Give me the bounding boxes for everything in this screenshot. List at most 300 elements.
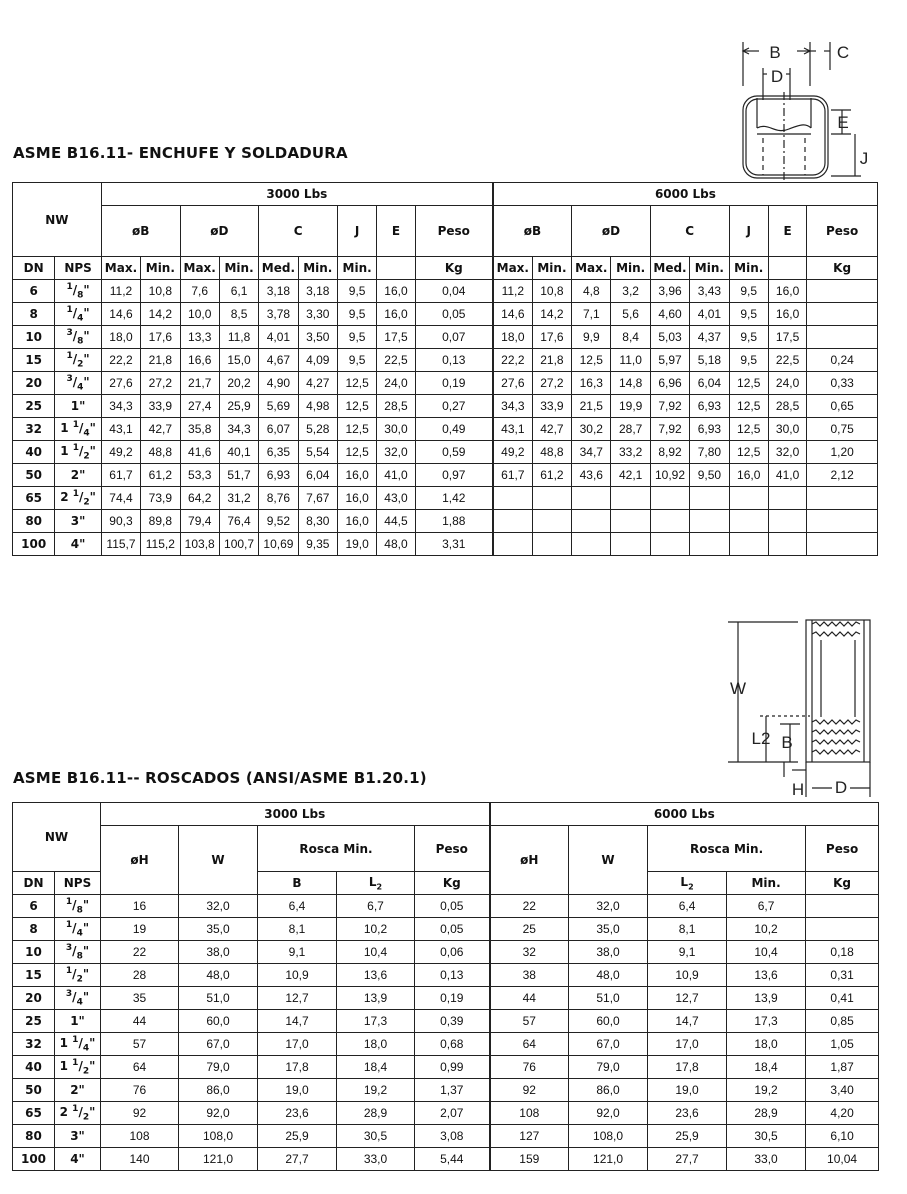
value-cell: 3,18 xyxy=(259,280,298,303)
value-cell: 13,3 xyxy=(180,326,219,349)
value-cell: 19,0 xyxy=(648,1079,727,1102)
value-cell: 22,5 xyxy=(377,349,415,372)
value-cell: 6,35 xyxy=(259,441,298,464)
dn-cell: 100 xyxy=(13,533,55,556)
value-cell: 22 xyxy=(101,941,179,964)
value-cell: 127 xyxy=(490,1125,569,1148)
value-cell: 3,96 xyxy=(650,280,689,303)
value-cell xyxy=(690,510,729,533)
value-cell: 42,7 xyxy=(141,418,180,441)
subheader-cell: $L_2$ xyxy=(648,872,727,895)
value-cell: 21,5 xyxy=(572,395,611,418)
value-cell: 44 xyxy=(490,987,569,1010)
nps-cell: $^3/_4$" xyxy=(55,987,101,1010)
value-cell: 17,6 xyxy=(532,326,571,349)
value-cell: 22,2 xyxy=(101,349,140,372)
subheader-cell: Kg xyxy=(806,872,879,895)
value-cell: 9,52 xyxy=(259,510,298,533)
value-cell: 89,8 xyxy=(141,510,180,533)
value-cell: 13,9 xyxy=(337,987,415,1010)
value-cell xyxy=(650,510,689,533)
dn-cell: 40 xyxy=(13,1056,55,1079)
value-cell xyxy=(690,533,729,556)
label-l2: L2 xyxy=(751,729,771,748)
value-cell: 1,42 xyxy=(415,487,493,510)
value-cell: 79,4 xyxy=(180,510,219,533)
value-cell: 42,7 xyxy=(532,418,571,441)
value-cell: 6,4 xyxy=(648,895,727,918)
col-peso-header: Peso xyxy=(415,826,490,872)
value-cell: 9,9 xyxy=(572,326,611,349)
nps-cell: $^1/_4$" xyxy=(55,303,101,326)
label-d: D xyxy=(770,67,784,86)
value-cell: 4,27 xyxy=(298,372,337,395)
dn-cell: 15 xyxy=(13,349,55,372)
col-b-header: øB xyxy=(493,206,572,257)
dn-cell: 80 xyxy=(13,510,55,533)
table-row xyxy=(13,1148,879,1171)
value-cell: 17,8 xyxy=(648,1056,727,1079)
nps-cell: $^3/_8$" xyxy=(55,941,101,964)
col-e-header: E xyxy=(377,206,415,257)
value-cell: 0,13 xyxy=(415,964,490,987)
value-cell: 10,8 xyxy=(532,280,571,303)
dn-cell: 50 xyxy=(13,464,55,487)
value-cell xyxy=(807,510,878,533)
nps-cell: 2 $^1/_2$" xyxy=(55,1102,101,1125)
value-cell: 12,5 xyxy=(729,418,768,441)
value-cell: 0,59 xyxy=(415,441,493,464)
value-cell: 43,6 xyxy=(572,464,611,487)
value-cell: 10,9 xyxy=(648,964,727,987)
value-cell: 7,80 xyxy=(690,441,729,464)
value-cell: 4,60 xyxy=(650,303,689,326)
value-cell: 8,30 xyxy=(298,510,337,533)
nps-cell: $^1/_4$" xyxy=(55,918,101,941)
value-cell: 19,2 xyxy=(337,1079,415,1102)
value-cell: 14,2 xyxy=(532,303,571,326)
value-cell: 9,5 xyxy=(729,303,768,326)
value-cell: 12,5 xyxy=(729,395,768,418)
value-cell: 6,04 xyxy=(690,372,729,395)
value-cell: 1,87 xyxy=(806,1056,879,1079)
value-cell: 0,31 xyxy=(806,964,879,987)
value-cell: 25 xyxy=(490,918,569,941)
value-cell: 16,0 xyxy=(729,464,768,487)
value-cell: 64 xyxy=(101,1056,179,1079)
value-cell: 48,8 xyxy=(532,441,571,464)
nps-cell: $^3/_8$" xyxy=(55,326,101,349)
subheader-cell: Med. xyxy=(650,257,689,280)
value-cell: 28,5 xyxy=(377,395,415,418)
value-cell: 33,0 xyxy=(727,1148,806,1171)
value-cell: 40,1 xyxy=(219,441,258,464)
subheader-cell: Min. xyxy=(611,257,650,280)
value-cell: 86,0 xyxy=(179,1079,258,1102)
value-cell xyxy=(493,533,532,556)
col-d-header: øD xyxy=(180,206,259,257)
value-cell: 5,28 xyxy=(298,418,337,441)
nw-header: NW xyxy=(13,803,101,872)
subheader-cell: $L_2$ xyxy=(337,872,415,895)
value-cell: 0,49 xyxy=(415,418,493,441)
value-cell: 9,5 xyxy=(337,349,376,372)
dn-cell: 100 xyxy=(13,1148,55,1171)
value-cell: 0,05 xyxy=(415,895,490,918)
value-cell: 38 xyxy=(490,964,569,987)
value-cell: 12,5 xyxy=(572,349,611,372)
table2-title: ASME B16.11-- ROSCADOS (ANSI/ASME B1.20.1) xyxy=(13,769,427,787)
value-cell: 16,6 xyxy=(180,349,219,372)
value-cell: 21,8 xyxy=(141,349,180,372)
subheader-row xyxy=(13,257,878,280)
value-cell: 13,9 xyxy=(727,987,806,1010)
value-cell: 79,0 xyxy=(569,1056,648,1079)
value-cell: 43,0 xyxy=(377,487,415,510)
value-cell: 4,20 xyxy=(806,1102,879,1125)
value-cell: 76 xyxy=(490,1056,569,1079)
value-cell: 6,1 xyxy=(219,280,258,303)
value-cell: 6,7 xyxy=(337,895,415,918)
col-w-header: W xyxy=(179,826,258,895)
value-cell: 43,1 xyxy=(101,418,140,441)
value-cell: 8,76 xyxy=(259,487,298,510)
value-cell: 16,0 xyxy=(377,280,415,303)
value-cell: 86,0 xyxy=(569,1079,648,1102)
value-cell: 74,4 xyxy=(101,487,140,510)
value-cell: 16 xyxy=(101,895,179,918)
value-cell: 7,92 xyxy=(650,395,689,418)
col-d-header: øD xyxy=(572,206,651,257)
dn-cell: 25 xyxy=(13,1010,55,1033)
value-cell: 3,08 xyxy=(415,1125,490,1148)
value-cell: 35,0 xyxy=(179,918,258,941)
value-cell: 25,9 xyxy=(648,1125,727,1148)
value-cell: 48,0 xyxy=(377,533,415,556)
value-cell: 0,04 xyxy=(415,280,493,303)
value-cell: 0,24 xyxy=(807,349,878,372)
value-cell: 17,6 xyxy=(141,326,180,349)
label-w: W xyxy=(729,679,747,698)
value-cell: 64 xyxy=(490,1033,569,1056)
value-cell: 6,7 xyxy=(727,895,806,918)
value-cell: 9,1 xyxy=(258,941,337,964)
dn-cell: 20 xyxy=(13,372,55,395)
value-cell: 9,5 xyxy=(729,326,768,349)
dn-cell: 6 xyxy=(13,280,55,303)
value-cell: 3,30 xyxy=(298,303,337,326)
value-cell: 27,4 xyxy=(180,395,219,418)
value-cell: 15,0 xyxy=(219,349,258,372)
value-cell: 9,5 xyxy=(729,280,768,303)
value-cell xyxy=(807,326,878,349)
value-cell xyxy=(729,487,768,510)
value-cell: 115,2 xyxy=(141,533,180,556)
value-cell: 16,0 xyxy=(768,303,806,326)
value-cell: 57 xyxy=(490,1010,569,1033)
value-cell: 16,3 xyxy=(572,372,611,395)
dn-cell: 40 xyxy=(13,441,55,464)
value-cell: 0,97 xyxy=(415,464,493,487)
value-cell: 1,05 xyxy=(806,1033,879,1056)
value-cell xyxy=(650,533,689,556)
value-cell: 11,2 xyxy=(493,280,532,303)
value-cell: 21,8 xyxy=(532,349,571,372)
value-cell: 9,50 xyxy=(690,464,729,487)
value-cell: 7,6 xyxy=(180,280,219,303)
value-cell: 38,0 xyxy=(569,941,648,964)
table-row xyxy=(13,1010,879,1033)
value-cell: 21,7 xyxy=(180,372,219,395)
dn-cell: 10 xyxy=(13,941,55,964)
value-cell: 48,0 xyxy=(569,964,648,987)
value-cell: 10,4 xyxy=(337,941,415,964)
value-cell: 3,18 xyxy=(298,280,337,303)
value-cell: 12,5 xyxy=(729,441,768,464)
value-cell xyxy=(807,487,878,510)
value-cell: 0,13 xyxy=(415,349,493,372)
value-cell: 92,0 xyxy=(569,1102,648,1125)
value-cell: 28,9 xyxy=(337,1102,415,1125)
group-6000-header: 6000 Lbs xyxy=(490,803,879,826)
value-cell: 100,7 xyxy=(219,533,258,556)
value-cell: 1,37 xyxy=(415,1079,490,1102)
value-cell: 4,98 xyxy=(298,395,337,418)
value-cell: 76,4 xyxy=(219,510,258,533)
value-cell: 108 xyxy=(490,1102,569,1125)
value-cell xyxy=(807,280,878,303)
value-cell: 4,01 xyxy=(259,326,298,349)
value-cell: 16,0 xyxy=(337,510,376,533)
value-cell: 16,0 xyxy=(768,280,806,303)
value-cell: 60,0 xyxy=(569,1010,648,1033)
value-cell: 44 xyxy=(101,1010,179,1033)
subheader-cell: Kg xyxy=(807,257,878,280)
value-cell: 4,90 xyxy=(259,372,298,395)
nps-cell: 3" xyxy=(55,1125,101,1148)
dn-cell: 32 xyxy=(13,1033,55,1056)
table-row xyxy=(13,441,878,464)
value-cell: 19 xyxy=(101,918,179,941)
value-cell: 14,6 xyxy=(493,303,532,326)
value-cell: 10,9 xyxy=(258,964,337,987)
value-cell: 23,6 xyxy=(258,1102,337,1125)
col-rosca-header: Rosca Min. xyxy=(648,826,806,872)
table-row xyxy=(13,918,879,941)
subheader-cell: NPS xyxy=(55,872,101,895)
group-3000-header: 3000 Lbs xyxy=(101,803,490,826)
value-cell: 18,4 xyxy=(337,1056,415,1079)
dn-cell: 6 xyxy=(13,895,55,918)
value-cell xyxy=(572,533,611,556)
table-row xyxy=(13,987,879,1010)
value-cell: 4,09 xyxy=(298,349,337,372)
value-cell: 35,0 xyxy=(569,918,648,941)
value-cell: 3,31 xyxy=(415,533,493,556)
value-cell xyxy=(768,510,806,533)
table-row xyxy=(13,326,878,349)
value-cell: 6,96 xyxy=(650,372,689,395)
value-cell: 27,2 xyxy=(532,372,571,395)
value-cell: 49,2 xyxy=(101,441,140,464)
value-cell xyxy=(729,510,768,533)
value-cell: 19,9 xyxy=(611,395,650,418)
value-cell: 28,9 xyxy=(727,1102,806,1125)
value-cell: 42,1 xyxy=(611,464,650,487)
value-cell: 61,7 xyxy=(101,464,140,487)
value-cell: 2,07 xyxy=(415,1102,490,1125)
value-cell: 33,9 xyxy=(141,395,180,418)
value-cell: 4,01 xyxy=(690,303,729,326)
value-cell: 12,5 xyxy=(337,395,376,418)
table-row xyxy=(13,510,878,533)
value-cell: 32,0 xyxy=(377,441,415,464)
value-cell: 16,0 xyxy=(337,487,376,510)
value-cell: 5,03 xyxy=(650,326,689,349)
value-cell: 27,2 xyxy=(141,372,180,395)
subheader-cell: Min. xyxy=(298,257,337,280)
subheader-cell: Min. xyxy=(729,257,768,280)
value-cell: 3,40 xyxy=(806,1079,879,1102)
subheader-cell: Max. xyxy=(493,257,532,280)
value-cell: 51,0 xyxy=(179,987,258,1010)
value-cell: 27,7 xyxy=(258,1148,337,1171)
value-cell: 28,7 xyxy=(611,418,650,441)
value-cell: 0,27 xyxy=(415,395,493,418)
value-cell: 64,2 xyxy=(180,487,219,510)
threaded-diagram xyxy=(720,612,885,797)
label-c: C xyxy=(836,43,850,62)
socket-weld-diagram xyxy=(735,30,885,180)
value-cell: 4,37 xyxy=(690,326,729,349)
value-cell xyxy=(806,895,879,918)
col-rosca-header: Rosca Min. xyxy=(258,826,415,872)
value-cell: 7,1 xyxy=(572,303,611,326)
subheader-cell: Max. xyxy=(101,257,140,280)
subheader-cell xyxy=(768,257,806,280)
value-cell: 14,7 xyxy=(258,1010,337,1033)
value-cell: 8,4 xyxy=(611,326,650,349)
table-row xyxy=(13,349,878,372)
subheader-cell: Min. xyxy=(532,257,571,280)
value-cell: 108,0 xyxy=(179,1125,258,1148)
value-cell: 14,8 xyxy=(611,372,650,395)
group-6000-header: 6000 Lbs xyxy=(493,183,878,206)
label-b: B xyxy=(781,733,793,752)
value-cell: 18,0 xyxy=(101,326,140,349)
value-cell: 115,7 xyxy=(101,533,140,556)
value-cell: 34,3 xyxy=(493,395,532,418)
value-cell: 0,07 xyxy=(415,326,493,349)
value-cell: 17,5 xyxy=(377,326,415,349)
value-cell: 1,20 xyxy=(807,441,878,464)
value-cell: 31,2 xyxy=(219,487,258,510)
value-cell: 9,5 xyxy=(729,349,768,372)
nps-cell: $^3/_4$" xyxy=(55,372,101,395)
value-cell: 61,7 xyxy=(493,464,532,487)
subheader-cell: Min. xyxy=(219,257,258,280)
value-cell: 2,12 xyxy=(807,464,878,487)
value-cell: 10,2 xyxy=(337,918,415,941)
value-cell: 90,3 xyxy=(101,510,140,533)
table-row xyxy=(13,418,878,441)
value-cell: 0,05 xyxy=(415,303,493,326)
col-h-header: øH xyxy=(490,826,569,895)
subheader-cell: NPS xyxy=(55,257,101,280)
value-cell: 17,3 xyxy=(337,1010,415,1033)
value-cell: 5,18 xyxy=(690,349,729,372)
nw-header: NW xyxy=(13,183,102,257)
value-cell xyxy=(532,510,571,533)
nps-cell: $^1/_2$" xyxy=(55,349,101,372)
table-row xyxy=(13,941,879,964)
dn-cell: 25 xyxy=(13,395,55,418)
value-cell: 7,67 xyxy=(298,487,337,510)
value-cell: 108 xyxy=(101,1125,179,1148)
subheader-cell: Med. xyxy=(259,257,298,280)
value-cell: 108,0 xyxy=(569,1125,648,1148)
value-cell: 16,0 xyxy=(337,464,376,487)
nps-cell: 1 $^1/_2$" xyxy=(55,441,101,464)
value-cell: 10,0 xyxy=(180,303,219,326)
value-cell: 8,92 xyxy=(650,441,689,464)
value-cell: 34,7 xyxy=(572,441,611,464)
value-cell: 6,93 xyxy=(690,418,729,441)
nps-cell: 1" xyxy=(55,1010,101,1033)
nps-cell: 4" xyxy=(55,533,101,556)
threaded-table xyxy=(12,802,879,1171)
value-cell: 6,04 xyxy=(298,464,337,487)
col-c-header: C xyxy=(650,206,729,257)
nps-cell: 4" xyxy=(55,1148,101,1171)
value-cell: 0,33 xyxy=(807,372,878,395)
value-cell: 41,6 xyxy=(180,441,219,464)
dn-cell: 50 xyxy=(13,1079,55,1102)
value-cell: 140 xyxy=(101,1148,179,1171)
value-cell: 17,3 xyxy=(727,1010,806,1033)
dn-cell: 80 xyxy=(13,1125,55,1148)
value-cell: 8,1 xyxy=(648,918,727,941)
table-row xyxy=(13,464,878,487)
value-cell: 5,44 xyxy=(415,1148,490,1171)
nps-cell: 1 $^1/_4$" xyxy=(55,1033,101,1056)
value-cell: 10,2 xyxy=(727,918,806,941)
value-cell: 34,3 xyxy=(101,395,140,418)
table-row xyxy=(13,487,878,510)
value-cell: 23,6 xyxy=(648,1102,727,1125)
subheader-cell: Min. xyxy=(337,257,376,280)
dn-cell: 10 xyxy=(13,326,55,349)
value-cell: 13,6 xyxy=(727,964,806,987)
dn-cell: 15 xyxy=(13,964,55,987)
value-cell xyxy=(611,510,650,533)
table1-title: ASME B16.11- ENCHUFE Y SOLDADURA xyxy=(13,144,348,162)
subheader-cell: Max. xyxy=(572,257,611,280)
col-j-header: J xyxy=(729,206,768,257)
value-cell: 7,92 xyxy=(650,418,689,441)
value-cell: 5,69 xyxy=(259,395,298,418)
value-cell: 0,68 xyxy=(415,1033,490,1056)
value-cell: 30,5 xyxy=(337,1125,415,1148)
nps-cell: 3" xyxy=(55,510,101,533)
value-cell: 11,0 xyxy=(611,349,650,372)
table-row xyxy=(13,372,878,395)
value-cell: 51,7 xyxy=(219,464,258,487)
nps-cell: 1 $^1/_4$" xyxy=(55,418,101,441)
value-cell: 0,99 xyxy=(415,1056,490,1079)
nps-cell: 1" xyxy=(55,395,101,418)
value-cell: 17,5 xyxy=(768,326,806,349)
